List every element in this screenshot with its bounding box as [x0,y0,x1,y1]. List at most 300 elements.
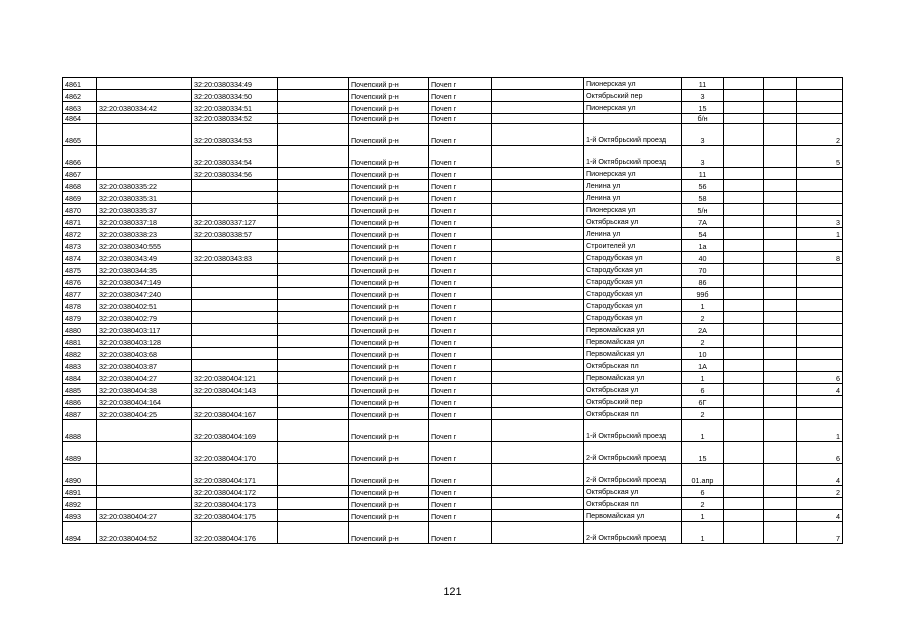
table-cell [492,240,584,252]
table-cell [492,396,584,408]
table-cell: 86 [682,276,724,288]
table-cell: 99б [682,288,724,300]
table-cell: 32:20:0380343:49 [97,252,192,264]
table-cell: 32:20:0380402:51 [97,300,192,312]
table-cell [492,442,584,464]
table-cell: 2А [682,324,724,336]
table-cell: 4872 [63,228,97,240]
table-cell [492,264,584,276]
table-cell [764,288,797,300]
table-cell: 1А [682,360,724,372]
table-cell [764,372,797,384]
table-cell: 32:20:0380334:56 [192,168,278,180]
table-cell: Почеп г [429,102,492,114]
table-cell: 4861 [63,78,97,90]
table-cell: 4 [797,510,843,522]
table-cell [797,276,843,288]
table-cell [278,324,349,336]
table-cell: Почеп г [429,192,492,204]
table-cell: Почепский р-н [349,312,429,324]
table-cell: Почепский р-н [349,360,429,372]
table-cell [764,180,797,192]
table-cell [764,442,797,464]
table-cell: Почепский р-н [349,264,429,276]
table-cell [278,498,349,510]
table-cell [724,192,764,204]
table-cell [492,228,584,240]
table-cell [492,114,584,124]
table-cell: 4868 [63,180,97,192]
table-cell: 4874 [63,252,97,264]
table-cell [724,216,764,228]
table-row [63,204,843,216]
table-cell [724,498,764,510]
table-cell: 4889 [63,442,97,464]
table-cell [278,228,349,240]
table-cell [492,408,584,420]
table-cell [724,372,764,384]
table-cell: 4862 [63,90,97,102]
table-cell [492,124,584,146]
table-row [63,102,843,114]
table-cell [797,396,843,408]
table-cell: Ленина ул [584,192,682,204]
table-cell [97,168,192,180]
table-cell [97,114,192,124]
table-cell: 32:20:0380335:37 [97,204,192,216]
table-cell [724,464,764,486]
table-cell: 32:20:0380404:143 [192,384,278,396]
table-cell [97,420,192,442]
table-cell: 1-й Октябрьский проезд [584,420,682,442]
table-cell: Стародубская ул [584,264,682,276]
table-cell [192,360,278,372]
table-cell [764,360,797,372]
table-row [63,522,843,544]
table-cell [584,114,682,124]
table-row [63,312,843,324]
table-cell [278,192,349,204]
table-cell [764,498,797,510]
table-row [63,360,843,372]
table-cell [724,420,764,442]
table-cell: 4881 [63,336,97,348]
table-row [63,420,843,442]
table-cell [492,384,584,396]
table-cell: 10 [682,348,724,360]
table-cell: 32:20:0380403:128 [97,336,192,348]
table-cell [724,522,764,544]
table-cell [492,360,584,372]
table-body [63,78,843,544]
table-cell: Почеп г [429,114,492,124]
table-cell [492,276,584,288]
table-cell: 4867 [63,168,97,180]
table-cell: Почепский р-н [349,372,429,384]
table-cell [764,396,797,408]
table-cell [192,324,278,336]
table-cell: 32:20:0380404:52 [97,522,192,544]
table-cell [764,168,797,180]
table-cell: Почеп г [429,276,492,288]
table-cell [192,180,278,192]
table-cell: Почеп г [429,324,492,336]
table-cell: 4875 [63,264,97,276]
table-cell [492,288,584,300]
table-cell: 4878 [63,300,97,312]
table-cell [797,264,843,276]
table-row [63,510,843,522]
table-cell [724,442,764,464]
table-cell: 1-й Октябрьский проезд [584,124,682,146]
table-row [63,324,843,336]
table-cell [278,522,349,544]
table-cell: Почепский р-н [349,204,429,216]
table-cell [492,90,584,102]
table-cell [278,510,349,522]
table-cell: Стародубская ул [584,276,682,288]
table-cell: 7 [797,522,843,544]
table-cell: 3 [682,90,724,102]
table-cell: 32:20:0380403:87 [97,360,192,372]
table-cell: 3 [682,124,724,146]
table-cell [724,384,764,396]
table-cell: Стародубская ул [584,300,682,312]
table-cell: Октябрьская пл [584,360,682,372]
table-cell: Почепский р-н [349,114,429,124]
table-cell [764,102,797,114]
table-cell [278,372,349,384]
table-cell: 4877 [63,288,97,300]
table-cell [724,510,764,522]
table-cell: Почепский р-н [349,510,429,522]
table-cell: Почепский р-н [349,324,429,336]
table-row [63,264,843,276]
table-cell [492,522,584,544]
table-cell: 11 [682,168,724,180]
table-cell: 4883 [63,360,97,372]
table-cell: 8 [797,252,843,264]
table-cell: Почеп г [429,372,492,384]
table-cell [764,336,797,348]
table-cell [492,300,584,312]
table-cell [797,168,843,180]
table-cell: Почепский р-н [349,102,429,114]
table-cell: Первомайская ул [584,348,682,360]
table-cell [724,114,764,124]
table-cell: Стародубская ул [584,312,682,324]
table-cell [724,300,764,312]
table-cell [764,204,797,216]
table-cell [492,102,584,114]
table-cell [764,216,797,228]
table-cell [724,348,764,360]
table-cell [724,486,764,498]
table-cell: 32:20:0380337:18 [97,216,192,228]
table-cell: 32:20:0380335:22 [97,180,192,192]
table-cell: 2 [682,498,724,510]
table-cell [764,192,797,204]
table-cell: 32:20:0380334:54 [192,146,278,168]
table-cell: 32:20:0380404:164 [97,396,192,408]
table-cell: 2-й Октябрьский проезд [584,522,682,544]
table-cell [492,78,584,90]
table-cell: 32:20:0380402:79 [97,312,192,324]
table-row [63,90,843,102]
table-cell: 4891 [63,486,97,498]
table-cell [192,336,278,348]
table-cell [797,360,843,372]
table-cell: Пионерская ул [584,204,682,216]
table-cell: 2-й Октябрьский проезд [584,464,682,486]
table-cell: 32:20:0380404:171 [192,464,278,486]
table-cell: Почеп г [429,312,492,324]
table-cell: 32:20:0380335:31 [97,192,192,204]
table-cell: 15 [682,102,724,114]
table-row [63,442,843,464]
table-cell: 4894 [63,522,97,544]
table-row [63,348,843,360]
table-cell [492,486,584,498]
table-cell: 1 [682,510,724,522]
table-cell: 32:20:0380344:35 [97,264,192,276]
table-cell [192,264,278,276]
table-cell: 32:20:0380347:149 [97,276,192,288]
table-cell: Почепский р-н [349,180,429,192]
table-cell [278,264,349,276]
table-cell: Почепский р-н [349,146,429,168]
table-cell: Почеп г [429,90,492,102]
table-cell: 2-й Октябрьский проезд [584,442,682,464]
table-cell: 32:20:0380338:57 [192,228,278,240]
table-cell [492,420,584,442]
table-cell [764,408,797,420]
table-cell: Почеп г [429,204,492,216]
table-cell [278,360,349,372]
table-cell [492,464,584,486]
table-row [63,464,843,486]
table-cell: Почеп г [429,288,492,300]
table-cell: 2 [682,312,724,324]
table-cell: 4 [797,384,843,396]
table-cell [492,372,584,384]
table-row [63,408,843,420]
table-cell [492,216,584,228]
table-cell [278,348,349,360]
table-cell: 15 [682,442,724,464]
table-cell: 4863 [63,102,97,114]
table-row [63,288,843,300]
table-cell: Почеп г [429,336,492,348]
table-cell [278,486,349,498]
table-cell: 32:20:0380338:23 [97,228,192,240]
table-cell: 56 [682,180,724,192]
table-cell [764,348,797,360]
table-cell [764,252,797,264]
table-cell [764,464,797,486]
table-cell [492,146,584,168]
table-cell [764,312,797,324]
table-cell [797,300,843,312]
table-row [63,216,843,228]
table-cell: Почепский р-н [349,228,429,240]
table-cell: 32:20:0380404:167 [192,408,278,420]
table-cell: 32:20:0380334:49 [192,78,278,90]
table-cell: Почеп г [429,264,492,276]
table-cell [97,146,192,168]
table-cell [278,240,349,252]
table-cell: 4893 [63,510,97,522]
table-cell: 5 [797,146,843,168]
table-cell: б/н [682,114,724,124]
table-cell: 1а [682,240,724,252]
table-cell [192,312,278,324]
table-row [63,146,843,168]
table-cell [764,420,797,442]
table-cell: Первомайская ул [584,510,682,522]
table-cell: 1 [682,420,724,442]
table-cell [492,252,584,264]
table-row [63,498,843,510]
table-cell: Почепский р-н [349,442,429,464]
table-cell: 2 [797,124,843,146]
table-cell [724,168,764,180]
table-cell [764,264,797,276]
table-cell [97,124,192,146]
table-cell [97,90,192,102]
table-cell: 4887 [63,408,97,420]
table-cell [492,204,584,216]
table-cell: 7А [682,216,724,228]
table-cell [724,78,764,90]
table-cell: 4882 [63,348,97,360]
table-cell: 3 [797,216,843,228]
table-cell: Октябрьская пл [584,408,682,420]
table-cell: Почеп г [429,216,492,228]
table-cell [724,324,764,336]
table-cell [192,204,278,216]
table-cell [492,324,584,336]
table-cell [492,498,584,510]
table-cell: 32:20:0380404:175 [192,510,278,522]
table-cell: Октябрьский пер [584,396,682,408]
table-cell [278,216,349,228]
table-cell: Пионерская ул [584,78,682,90]
table-cell [278,288,349,300]
table-cell: Октябрьская ул [584,216,682,228]
table-cell [192,348,278,360]
table-cell [764,276,797,288]
table-cell: 32:20:0380404:176 [192,522,278,544]
table-cell [278,168,349,180]
table-cell [764,324,797,336]
table-cell [797,336,843,348]
table-cell: 32:20:0380334:51 [192,102,278,114]
table-cell: 54 [682,228,724,240]
table-cell: 32:20:0380404:27 [97,510,192,522]
table-cell: Почепский р-н [349,486,429,498]
table-cell: Почепский р-н [349,384,429,396]
table-cell [797,348,843,360]
table-cell [797,240,843,252]
table-cell: Пионерская ул [584,168,682,180]
table-cell: Октябрьская ул [584,486,682,498]
table-cell [724,396,764,408]
table-cell [492,180,584,192]
table-cell: Почеп г [429,442,492,464]
table-cell [278,384,349,396]
table-cell [278,204,349,216]
table-cell: Почеп г [429,396,492,408]
table-cell: 4873 [63,240,97,252]
table-cell: Почеп г [429,146,492,168]
table-row [63,78,843,90]
table-cell [278,396,349,408]
table-cell: 1 [797,228,843,240]
table-cell [764,90,797,102]
table-cell: Октябрьский пер [584,90,682,102]
table-cell: 4876 [63,276,97,288]
table-cell: 32:20:0380403:68 [97,348,192,360]
table-cell: Почепский р-н [349,300,429,312]
table-cell: 6 [682,486,724,498]
table-cell [278,464,349,486]
table-cell [797,204,843,216]
table-cell: Почеп г [429,486,492,498]
table-cell [278,408,349,420]
table-cell: 32:20:0380340:555 [97,240,192,252]
table-cell: Первомайская ул [584,336,682,348]
table-cell: Пионерская ул [584,102,682,114]
table-cell [764,384,797,396]
table-cell: 32:20:0380404:173 [192,498,278,510]
table-cell [724,102,764,114]
table-cell [724,276,764,288]
table-cell: 6 [797,442,843,464]
table-row [63,240,843,252]
table-cell: Первомайская ул [584,372,682,384]
table-cell: Почепский р-н [349,124,429,146]
table-cell [797,102,843,114]
table-row [63,114,843,124]
table-cell [192,240,278,252]
table-cell [97,78,192,90]
table-cell: Почепский р-н [349,348,429,360]
table-cell: 32:20:0380334:42 [97,102,192,114]
table-cell [724,124,764,146]
table-cell: Почеп г [429,408,492,420]
table-cell [764,240,797,252]
table-cell [724,336,764,348]
table-cell [492,192,584,204]
table-cell [492,510,584,522]
table-cell: Почеп г [429,510,492,522]
table-row [63,486,843,498]
table-cell [764,78,797,90]
table-cell: Почеп г [429,300,492,312]
table-cell [724,180,764,192]
table-cell [278,102,349,114]
table-cell: 32:20:0380343:83 [192,252,278,264]
table-cell: Почепский р-н [349,420,429,442]
table-cell: Почепский р-н [349,498,429,510]
table-cell: Почепский р-н [349,216,429,228]
table-cell: Почепский р-н [349,408,429,420]
table-cell: 32:20:0380404:121 [192,372,278,384]
table-cell [797,180,843,192]
table-cell: Почеп г [429,498,492,510]
table-cell: Почепский р-н [349,240,429,252]
